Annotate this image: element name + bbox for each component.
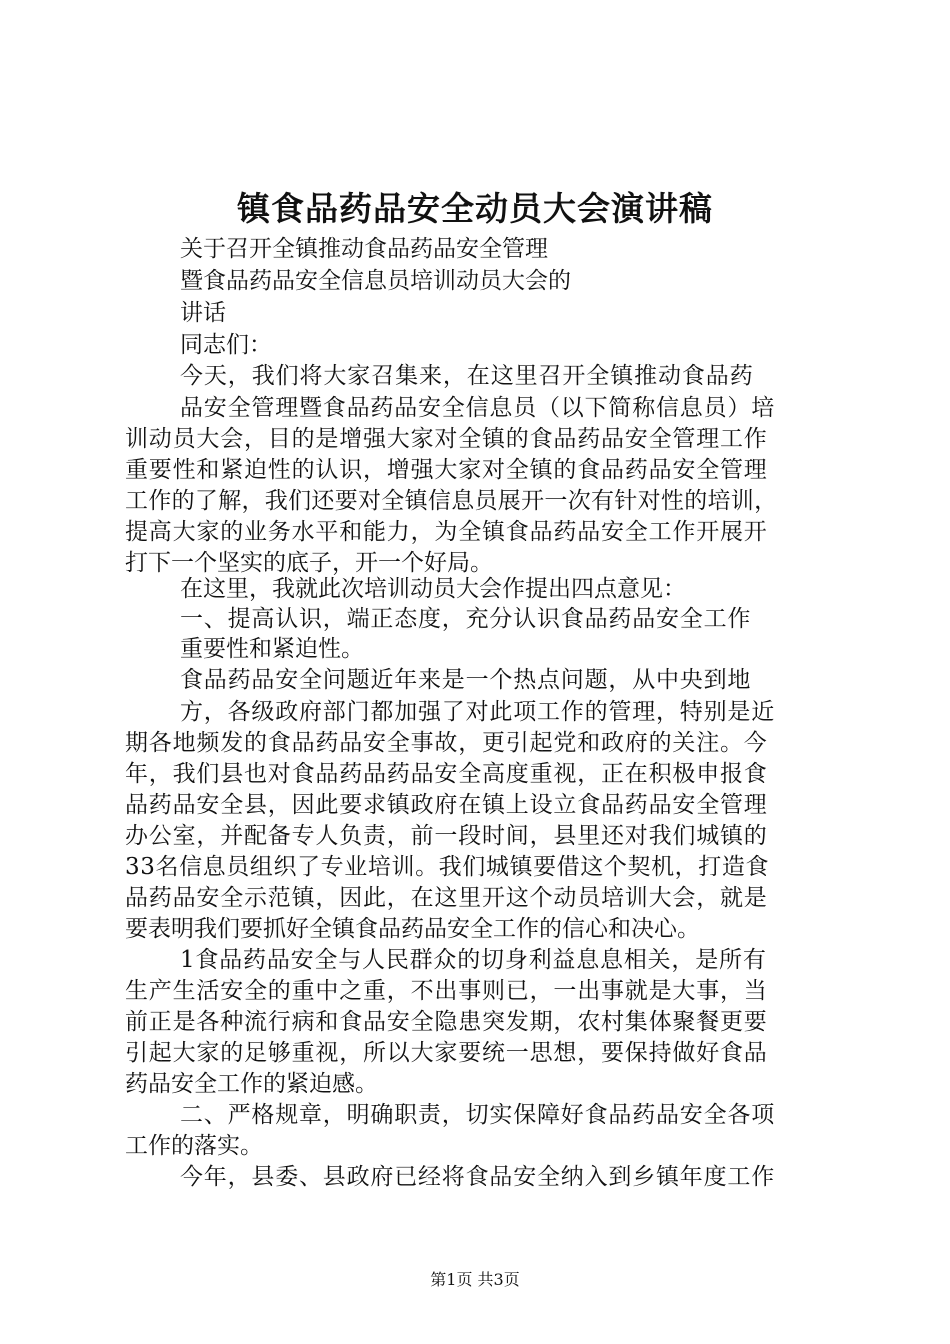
text-line: 打下一个坚实的底子，开一个好局。 bbox=[125, 550, 493, 576]
text-line: 提高大家的业务水平和能力，为全镇食品药品安全工作开展开 bbox=[125, 519, 768, 545]
text-line: 讲话 bbox=[180, 300, 226, 326]
text-line: 训动员大会，目的是增强大家对全镇的食品药品安全管理工作 bbox=[125, 426, 768, 452]
text-line: 关于召开全镇推动食品药品安全管理 bbox=[180, 236, 548, 262]
text-line: 33名信息员组织了专业培训。我们城镇要借这个契机，打造食 bbox=[125, 854, 770, 880]
text-line: 品安全管理暨食品药品安全信息员（以下简称信息员）培 bbox=[180, 395, 775, 421]
text-line: 方，各级政府部门都加强了对此项工作的管理，特别是近 bbox=[180, 699, 775, 725]
text-line: 今年，县委、县政府已经将食品安全纳入到乡镇年度工作 bbox=[180, 1164, 775, 1190]
text-line: 前正是各种流行病和食品安全隐患突发期，农村集体聚餐更要 bbox=[125, 1009, 768, 1035]
text-line: 要表明我们要抓好全镇食品药品安全工作的信心和决心。 bbox=[125, 916, 700, 942]
text-line: 药品安全工作的紧迫感。 bbox=[125, 1071, 378, 1097]
text-line: 办公室，并配备专人负责，前一段时间，县里还对我们城镇的 bbox=[125, 823, 768, 849]
text-line: 今天，我们将大家召集来，在这里召开全镇推动食品药 bbox=[180, 363, 754, 389]
text-line: 工作的落实。 bbox=[125, 1133, 263, 1159]
document-title: 镇食品药品安全动员大会演讲稿 bbox=[237, 189, 713, 228]
text-line: 食品药品安全问题近年来是一个热点问题，从中央到地 bbox=[180, 667, 752, 693]
text-line: 品药品安全示范镇，因此，在这里开这个动员培训大会，就是 bbox=[125, 885, 768, 911]
text-line: 生产生活安全的重中之重，不出事则已，一出事就是大事，当 bbox=[125, 978, 768, 1004]
text-line: 品药品安全县，因此要求镇政府在镇上设立食品药品安全管理 bbox=[125, 792, 768, 818]
text-line: 工作的了解，我们还要对全镇信息员展开一次有针对性的培训， bbox=[125, 488, 778, 514]
text-line: 暨食品药品安全信息员培训动员大会的 bbox=[180, 268, 571, 294]
text-line: 重要性和紧迫性的认识，增强大家对全镇的食品药品安全管理 bbox=[125, 457, 768, 483]
text-line: 1食品药品安全与人民群众的切身利益息息相关，是所有 bbox=[180, 947, 767, 973]
text-line: 期各地频发的食品药品安全事故，更引起党和政府的关注。今 bbox=[125, 730, 768, 756]
text-line: 一、提高认识，端正态度，充分认识食品药品安全工作 bbox=[180, 606, 752, 632]
text-line: 同志们： bbox=[180, 332, 272, 358]
text-line: 在这里，我就此次培训动员大会作提出四点意见： bbox=[180, 576, 686, 602]
text-line: 年，我们县也对食品药品药品安全高度重视，正在积极申报食 bbox=[125, 761, 768, 787]
page-footer: 第1页 共3页 bbox=[430, 1270, 520, 1289]
text-line: 引起大家的足够重视，所以大家要统一思想，要保持做好食品 bbox=[125, 1040, 768, 1066]
text-line: 重要性和紧迫性。 bbox=[180, 636, 364, 662]
text-line: 二、严格规章，明确职责，切实保障好食品药品安全各项 bbox=[180, 1102, 775, 1128]
